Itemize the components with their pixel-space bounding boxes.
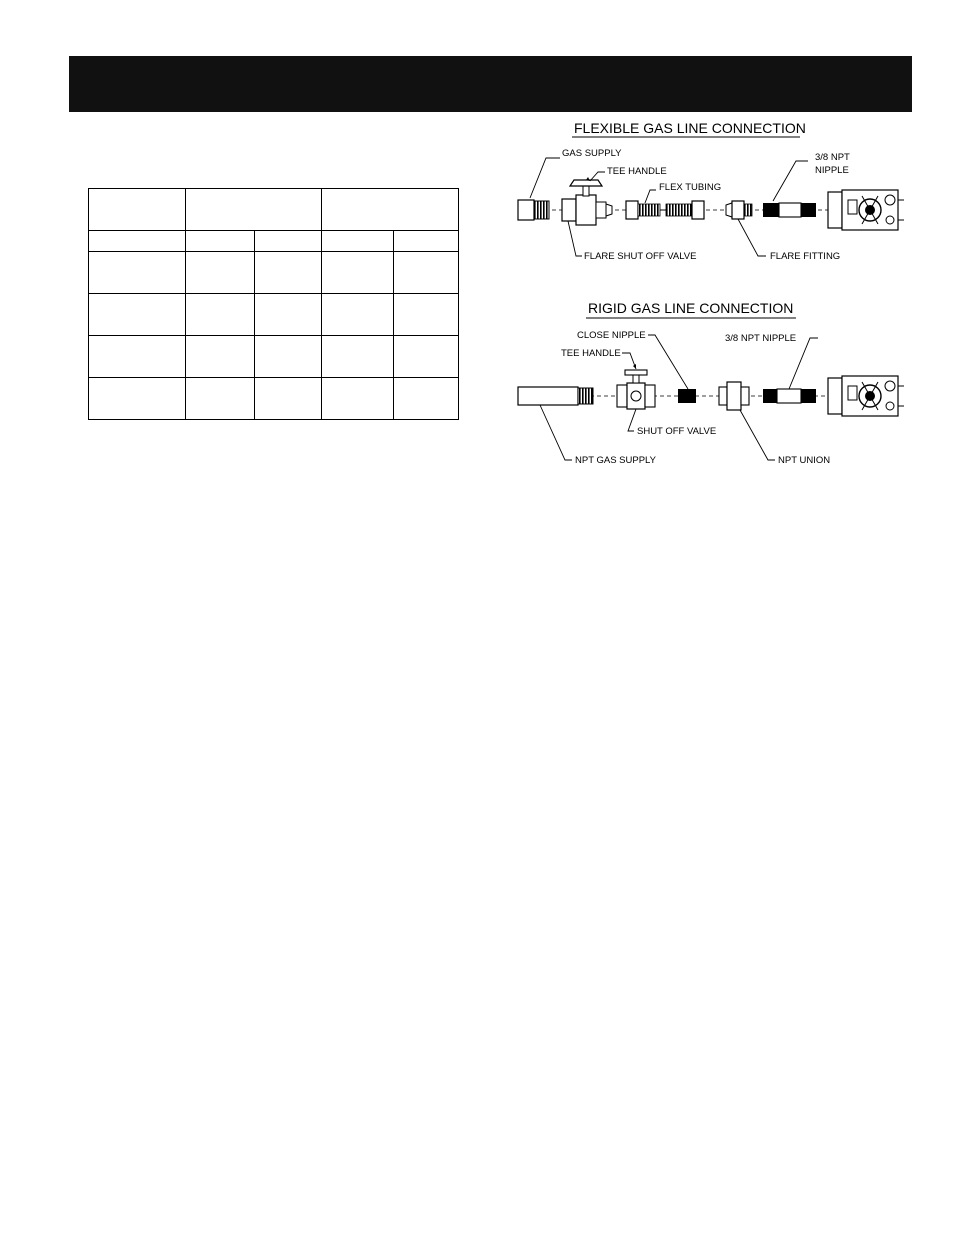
shut-off-valve: [617, 370, 655, 409]
table-cell: [322, 252, 394, 294]
table-row: [89, 378, 459, 420]
flexible-title: FLEXIBLE GAS LINE CONNECTION: [574, 120, 806, 136]
header-bar: [69, 56, 912, 112]
table-cell: [255, 231, 322, 252]
label-flare-fitting: FLARE FITTING: [770, 251, 841, 262]
table-cell: [394, 378, 459, 420]
rigid-connection: [518, 300, 904, 466]
tee-handle-shape: [625, 370, 647, 375]
table-cell: [186, 336, 255, 378]
table-row: [89, 189, 459, 231]
label-npt-gas-supply: NPT GAS SUPPLY: [575, 455, 656, 466]
label-npt-union: NPT UNION: [778, 455, 831, 466]
table-cell: [186, 294, 255, 336]
table-cell: [394, 231, 459, 252]
table-cell: [322, 231, 394, 252]
table-cell: [255, 378, 322, 420]
leader-line: [628, 409, 636, 431]
leader-line: [789, 338, 818, 389]
table-cell: [394, 294, 459, 336]
gas-valve-body: [828, 376, 904, 416]
label-npt-nipple: 3/8 NPT NIPPLE: [725, 333, 797, 344]
table-cell: [255, 252, 322, 294]
table-cell: [186, 378, 255, 420]
table-row: [89, 231, 459, 252]
leader-line: [568, 221, 582, 256]
leader-line: [648, 335, 688, 389]
label-gas-supply: GAS SUPPLY: [562, 148, 622, 159]
table-cell: [89, 336, 186, 378]
leader-line: [740, 410, 775, 460]
table-cell: [89, 378, 186, 420]
gas-line-diagram: [505, 112, 915, 472]
npt-nipple: [763, 203, 816, 217]
label-tee-handle: TEE HANDLE: [607, 166, 667, 177]
table-cell: [89, 189, 186, 231]
label-shut-off-valve: SHUT OFF VALVE: [637, 426, 717, 437]
flex-tubing: [626, 201, 704, 219]
flexible-connection: [518, 120, 904, 262]
label-npt-nipple-1: 3/8 NPT: [815, 152, 850, 163]
table-cell: [255, 336, 322, 378]
table-cell: [322, 294, 394, 336]
leader-line: [530, 158, 560, 198]
close-nipple: [678, 389, 696, 403]
table-row: [89, 252, 459, 294]
label-npt-nipple-2: NIPPLE: [815, 165, 849, 176]
npt-nipple: [763, 389, 816, 403]
leader-line: [738, 219, 766, 256]
rigid-title: RIGID GAS LINE CONNECTION: [588, 300, 794, 316]
label-close-nipple: CLOSE NIPPLE: [577, 330, 646, 341]
table-cell: [394, 252, 459, 294]
table-cell: [89, 294, 186, 336]
flare-shut-off-valve: [562, 180, 612, 225]
table-cell: [186, 189, 322, 231]
table-cell: [186, 252, 255, 294]
table-cell: [89, 231, 186, 252]
leader-line: [773, 161, 808, 201]
label-flare-shut-off-valve: FLARE SHUT OFF VALVE: [584, 251, 697, 262]
table-cell: [322, 336, 394, 378]
label-flex-tubing: FLEX TUBING: [659, 182, 722, 193]
leader-line: [540, 405, 572, 460]
table-cell: [322, 189, 459, 231]
label-tee-handle: TEE HANDLE: [561, 348, 621, 359]
flare-fitting: [726, 201, 752, 219]
table-cell: [394, 336, 459, 378]
table-cell: [322, 378, 394, 420]
spec-table: [88, 188, 459, 420]
table-cell: [89, 252, 186, 294]
table-cell: [186, 231, 255, 252]
gas-supply-fitting: [518, 200, 549, 220]
tee-handle-shape: [570, 180, 602, 186]
npt-gas-supply-pipe: [518, 387, 593, 405]
npt-union: [719, 382, 749, 410]
table-cell: [255, 294, 322, 336]
table-row: [89, 336, 459, 378]
leader-line: [645, 190, 656, 203]
table-row: [89, 294, 459, 336]
gas-valve-body: [828, 190, 904, 230]
